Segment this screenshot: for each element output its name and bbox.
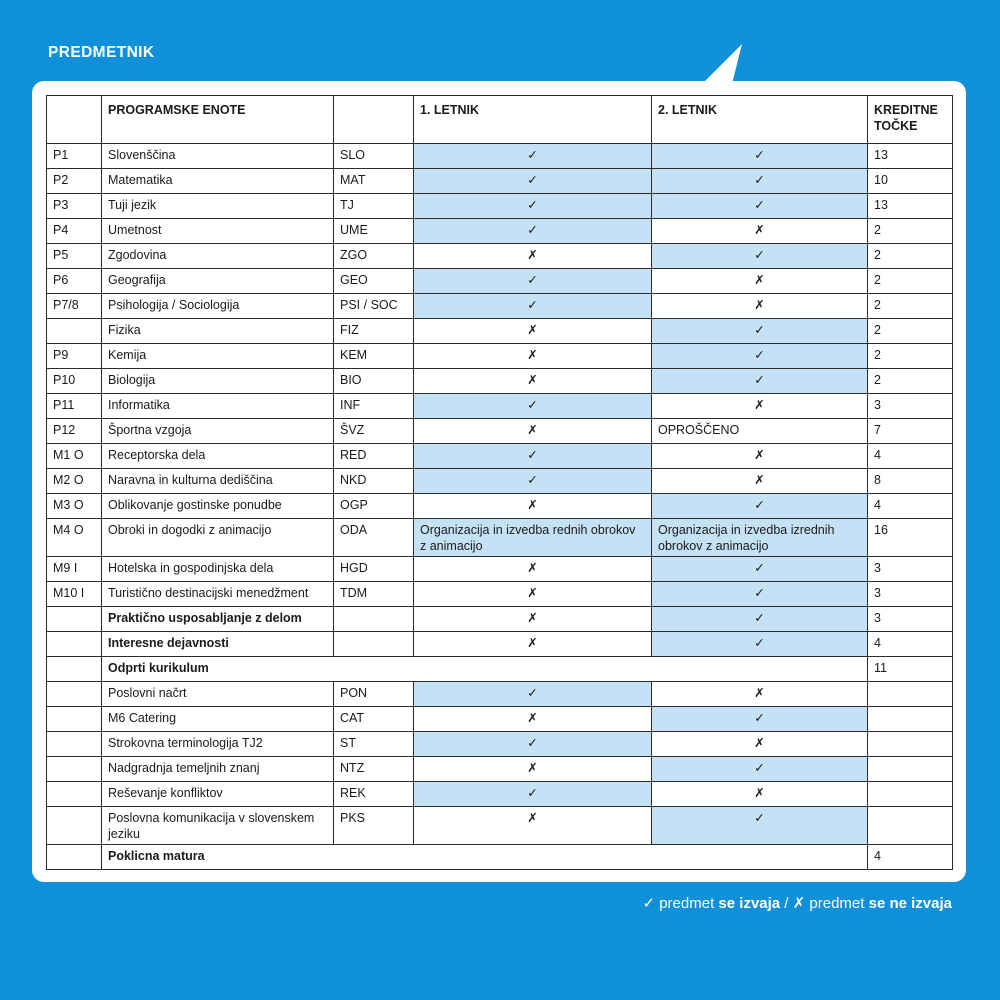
row-code: P2 [47,169,102,194]
row-abbreviation: RED [334,444,414,469]
table-row [47,845,953,870]
row-abbreviation: CAT [334,707,414,732]
table-row [47,807,953,845]
row-credits: 4 [868,494,953,519]
row-subject-name: Geografija [102,269,334,294]
row-year-2: ✗ [652,269,868,294]
row-code: M3 O [47,494,102,519]
row-abbreviation: GEO [334,269,414,294]
row-year-1: ✓ [414,144,652,169]
row-code: M2 O [47,469,102,494]
row-subject-name: Nadgradnja temeljnih znanj [102,757,334,782]
table-row [47,519,953,557]
table-row [47,169,953,194]
row-year-2: ✓ [652,494,868,519]
row-year-2: ✓ [652,244,868,269]
row-abbreviation: SLO [334,144,414,169]
legend-no-bold: se ne izvaja [868,895,952,912]
row-abbreviation: NKD [334,469,414,494]
row-year-1: ✗ [414,807,652,845]
row-year-2: ✓ [652,194,868,219]
header-unit: PROGRAMSKE ENOTE [102,96,334,144]
row-code: P10 [47,369,102,394]
row-year-2: ✓ [652,632,868,657]
table-row [47,732,953,757]
legend-yes-bold: se izvaja [718,895,781,912]
row-code [47,845,102,870]
row-year-1: ✗ [414,582,652,607]
row-abbreviation: TDM [334,582,414,607]
table-row [47,707,953,732]
row-subject-name: Praktično usposabljanje z delom [102,607,334,632]
cross-icon: ✗ [792,895,806,912]
table-row [47,319,953,344]
row-code: P9 [47,344,102,369]
row-credits [868,757,953,782]
row-code: M10 I [47,582,102,607]
row-year-1: ✗ [414,607,652,632]
row-year-2: ✓ [652,344,868,369]
table-row [47,444,953,469]
row-code: P3 [47,194,102,219]
table-row [47,144,953,169]
row-code [47,632,102,657]
row-year-1: ✓ [414,219,652,244]
row-year-1: ✗ [414,632,652,657]
row-abbreviation: OGP [334,494,414,519]
row-abbreviation: ST [334,732,414,757]
row-abbreviation: INF [334,394,414,419]
row-subject-name: Turistično destinacijski menedžment [102,582,334,607]
row-credits: 3 [868,557,953,582]
row-code: M1 O [47,444,102,469]
legend [642,894,952,912]
row-year-2: Organizacija in izvedba izrednih obrokov z animacijo [652,519,868,557]
row-credits: 2 [868,219,953,244]
row-year-2: ✓ [652,557,868,582]
row-year-1: Organizacija in izvedba rednih obrokov z animacijo [414,519,652,557]
table-row [47,394,953,419]
table-row [47,657,953,682]
check-icon: ✓ [642,895,656,912]
row-year-2: ✗ [652,682,868,707]
row-subject-name: Biologija [102,369,334,394]
row-year-1: ✓ [414,169,652,194]
table-row [47,469,953,494]
page-title: PREDMETNIK [48,44,155,61]
row-credits: 7 [868,419,953,444]
row-year-2: ✗ [652,782,868,807]
row-year-1: ✓ [414,269,652,294]
row-subject-name: Matematika [102,169,334,194]
row-subject-name: Slovenščina [102,144,334,169]
row-code [47,657,102,682]
row-year-2: ✗ [652,294,868,319]
row-subject-name: Tuji jezik [102,194,334,219]
row-year-1: ✓ [414,732,652,757]
row-year-1: ✓ [414,469,652,494]
row-subject-name: Interesne dejavnosti [102,632,334,657]
row-subject-name: Reševanje konfliktov [102,782,334,807]
row-abbreviation: BIO [334,369,414,394]
row-year-2: ✗ [652,394,868,419]
row-year-1: ✗ [414,757,652,782]
table-row [47,757,953,782]
row-abbreviation [334,632,414,657]
legend-separator: / [780,895,793,912]
table-row [47,632,953,657]
row-credits: 2 [868,269,953,294]
row-code: P7/8 [47,294,102,319]
table-row [47,344,953,369]
row-subject-name: Informatika [102,394,334,419]
row-year-2: ✓ [652,607,868,632]
row-year-2: ✓ [652,757,868,782]
row-year-2: ✗ [652,732,868,757]
table-row [47,419,953,444]
row-abbreviation: PON [334,682,414,707]
row-year-1: ✗ [414,344,652,369]
row-code: P6 [47,269,102,294]
table-row [47,369,953,394]
row-abbreviation [334,607,414,632]
row-credits [868,782,953,807]
header-abbr [334,96,414,144]
header-year-1: 1. LETNIK [414,96,652,144]
table-row [47,582,953,607]
row-subject-name: Hotelska in gospodinjska dela [102,557,334,582]
row-subject-name: M6 Catering [102,707,334,732]
row-year-1: ✓ [414,394,652,419]
row-credits: 2 [868,369,953,394]
row-subject-name: Receptorska dela [102,444,334,469]
row-year-1: ✗ [414,244,652,269]
table-row [47,244,953,269]
row-code: P1 [47,144,102,169]
speech-bubble-tail [702,44,742,84]
row-year-1: ✓ [414,194,652,219]
table-row [47,782,953,807]
row-code [47,319,102,344]
legend-yes-text: predmet [655,895,719,912]
row-credits: 16 [868,519,953,557]
row-code: M9 I [47,557,102,582]
row-code [47,682,102,707]
row-year-2: ✓ [652,319,868,344]
row-credits [868,682,953,707]
row-year-1: ✓ [414,444,652,469]
row-credits: 3 [868,582,953,607]
row-year-1: ✗ [414,707,652,732]
row-subject-name: Strokovna terminologija TJ2 [102,732,334,757]
row-subject-name: Zgodovina [102,244,334,269]
row-subject-name: Fizika [102,319,334,344]
row-abbreviation: PKS [334,807,414,845]
row-code: P4 [47,219,102,244]
row-abbreviation: ODA [334,519,414,557]
row-subject-name: Poklicna matura [102,845,868,870]
row-credits: 10 [868,169,953,194]
row-year-2: ✓ [652,707,868,732]
row-code [47,807,102,845]
row-code: P5 [47,244,102,269]
row-credits [868,707,953,732]
row-code [47,757,102,782]
header-credits: KREDITNE TOČKE [868,96,953,144]
row-subject-name: Odprti kurikulum [102,657,868,682]
table-row [47,607,953,632]
row-code [47,707,102,732]
curriculum-table [46,95,953,870]
row-year-2: ✓ [652,169,868,194]
row-credits: 13 [868,144,953,169]
row-credits: 4 [868,632,953,657]
row-abbreviation: UME [334,219,414,244]
row-abbreviation: ŠVZ [334,419,414,444]
row-subject-name: Obroki in dogodki z animacijo [102,519,334,557]
row-year-2: ✓ [652,582,868,607]
table-row [47,269,953,294]
row-year-1: ✗ [414,319,652,344]
row-abbreviation: TJ [334,194,414,219]
row-credits: 4 [868,845,953,870]
row-code: P12 [47,419,102,444]
row-credits: 3 [868,394,953,419]
row-abbreviation: KEM [334,344,414,369]
legend-no-text: predmet [805,895,869,912]
table-header-row [47,96,953,144]
row-credits: 2 [868,319,953,344]
header-year-2: 2. LETNIK [652,96,868,144]
row-subject-name: Poslovna komunikacija v slovenskem jeziku [102,807,334,845]
row-code [47,607,102,632]
row-credits: 11 [868,657,953,682]
row-credits: 3 [868,607,953,632]
row-year-2: OPROŠČENO [652,419,868,444]
row-year-1: ✓ [414,682,652,707]
row-credits: 13 [868,194,953,219]
row-subject-name: Umetnost [102,219,334,244]
row-year-1: ✓ [414,294,652,319]
row-year-2: ✓ [652,807,868,845]
row-subject-name: Kemija [102,344,334,369]
row-credits [868,807,953,845]
row-subject-name: Psihologija / Sociologija [102,294,334,319]
row-year-1: ✗ [414,494,652,519]
row-year-2: ✓ [652,144,868,169]
row-abbreviation: FIZ [334,319,414,344]
row-subject-name: Poslovni načrt [102,682,334,707]
table-row [47,219,953,244]
row-abbreviation: REK [334,782,414,807]
row-code [47,732,102,757]
row-credits: 2 [868,344,953,369]
table-row [47,294,953,319]
table-row [47,682,953,707]
row-credits: 8 [868,469,953,494]
row-abbreviation: MAT [334,169,414,194]
table-row [47,557,953,582]
row-code: P11 [47,394,102,419]
header-code [47,96,102,144]
row-year-2: ✗ [652,444,868,469]
row-abbreviation: PSI / SOC [334,294,414,319]
table-row [47,194,953,219]
row-abbreviation: ZGO [334,244,414,269]
row-code [47,782,102,807]
row-year-1: ✗ [414,419,652,444]
row-subject-name: Naravna in kulturna dediščina [102,469,334,494]
row-year-2: ✗ [652,219,868,244]
row-code: M4 O [47,519,102,557]
row-credits: 2 [868,294,953,319]
row-abbreviation: HGD [334,557,414,582]
row-year-1: ✓ [414,782,652,807]
row-credits: 2 [868,244,953,269]
row-credits: 4 [868,444,953,469]
row-year-1: ✗ [414,557,652,582]
row-year-1: ✗ [414,369,652,394]
table-row [47,494,953,519]
row-subject-name: Športna vzgoja [102,419,334,444]
row-year-2: ✗ [652,469,868,494]
row-abbreviation: NTZ [334,757,414,782]
row-year-2: ✓ [652,369,868,394]
row-credits [868,732,953,757]
row-subject-name: Oblikovanje gostinske ponudbe [102,494,334,519]
